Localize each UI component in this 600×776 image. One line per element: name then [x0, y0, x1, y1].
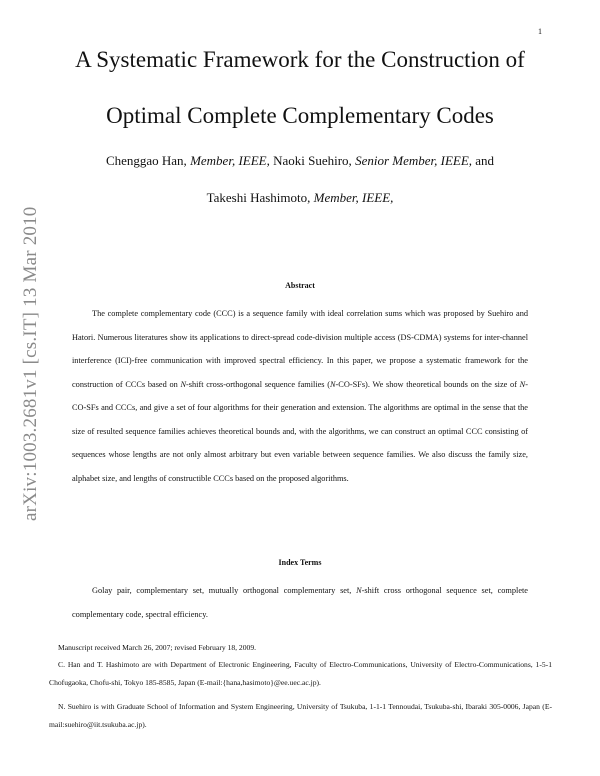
paper-title-line-1: A Systematic Framework for the Construction of	[75, 47, 525, 72]
page-number: 1	[538, 27, 542, 36]
author-line-1	[0, 153, 600, 169]
footnote-han-hashimoto: C. Han and T. Hashimoto are with Department of Electronic Engineering, Faculty of Electro-Communications, University of Electro-Communications, 1-5-1 Chofugaoka, Chofu-shi, Tokyo 185-8585, Japan (E-mail:{hana,hasimoto}@ee.uec.ac.jp).	[49, 660, 552, 687]
footnote-received: Manuscript received March 26, 2007; revised February 18, 2009.	[58, 643, 257, 652]
author-name: Takeshi Hashimoto,	[206, 190, 311, 205]
paper-title-line-2: Optimal Complete Complementary Codes	[106, 103, 494, 128]
index-terms-text: Golay pair, complementary set, mutually orthogonal complementary set, N-shift cross orthogonal sequence set, complete complementary code, spectral efficiency.	[72, 586, 528, 619]
author-name: Naoki Suehiro,	[273, 153, 352, 168]
arxiv-identifier-stamp: arXiv:1003.2681v1 [cs.IT] 13 Mar 2010	[20, 206, 41, 521]
abstract-text: The complete complementary code (CCC) is a sequence family with ideal correlation sums which was proposed by Suehiro and Hatori. Numerous literatures show its applications to direct-spread code-division multiple access (DS-CDMA) systems for inter-channel interference (ICI)-free communication with improved spectral efficiency. In this paper, we propose a systematic framework for the construction of CCCs based on N-shift cross-orthogonal sequence families (N-CO-SFs). We show theoretical bounds on the size of N-CO-SFs and CCCs, and give a set of four algorithms for their generation and extension. The algorithms are optimal in the sense that the size of resulted sequence families achieves theoretical bounds and, with the algorithms, we can construct an optimal CCC consisting of sequences whose lengths are not only almost arbitrary but even variable between sequence families. We also discuss the family size, alphabet size, and lengths of constructible CCCs based on the proposed algorithms.	[72, 309, 528, 483]
author-role: Senior Member, IEEE,	[355, 153, 473, 168]
footnote-suehiro: N. Suehiro is with Graduate School of Information and System Engineering, University of Tsukuba, 1-1-1 Tennoudai, Tsukuba-shi, Ibaraki 305-0006, Japan (E-mail:suehiro@iit.tsukuba.ac.jp).	[49, 702, 552, 729]
abstract-heading: Abstract	[285, 281, 315, 290]
author-conjunction: and	[475, 153, 495, 168]
author-line-2	[0, 190, 600, 206]
author-role: Member, IEEE,	[190, 153, 270, 168]
author-role: Member, IEEE,	[313, 190, 394, 205]
author-name: Chenggao Han,	[105, 153, 187, 168]
index-terms-heading: Index Terms	[278, 558, 322, 567]
